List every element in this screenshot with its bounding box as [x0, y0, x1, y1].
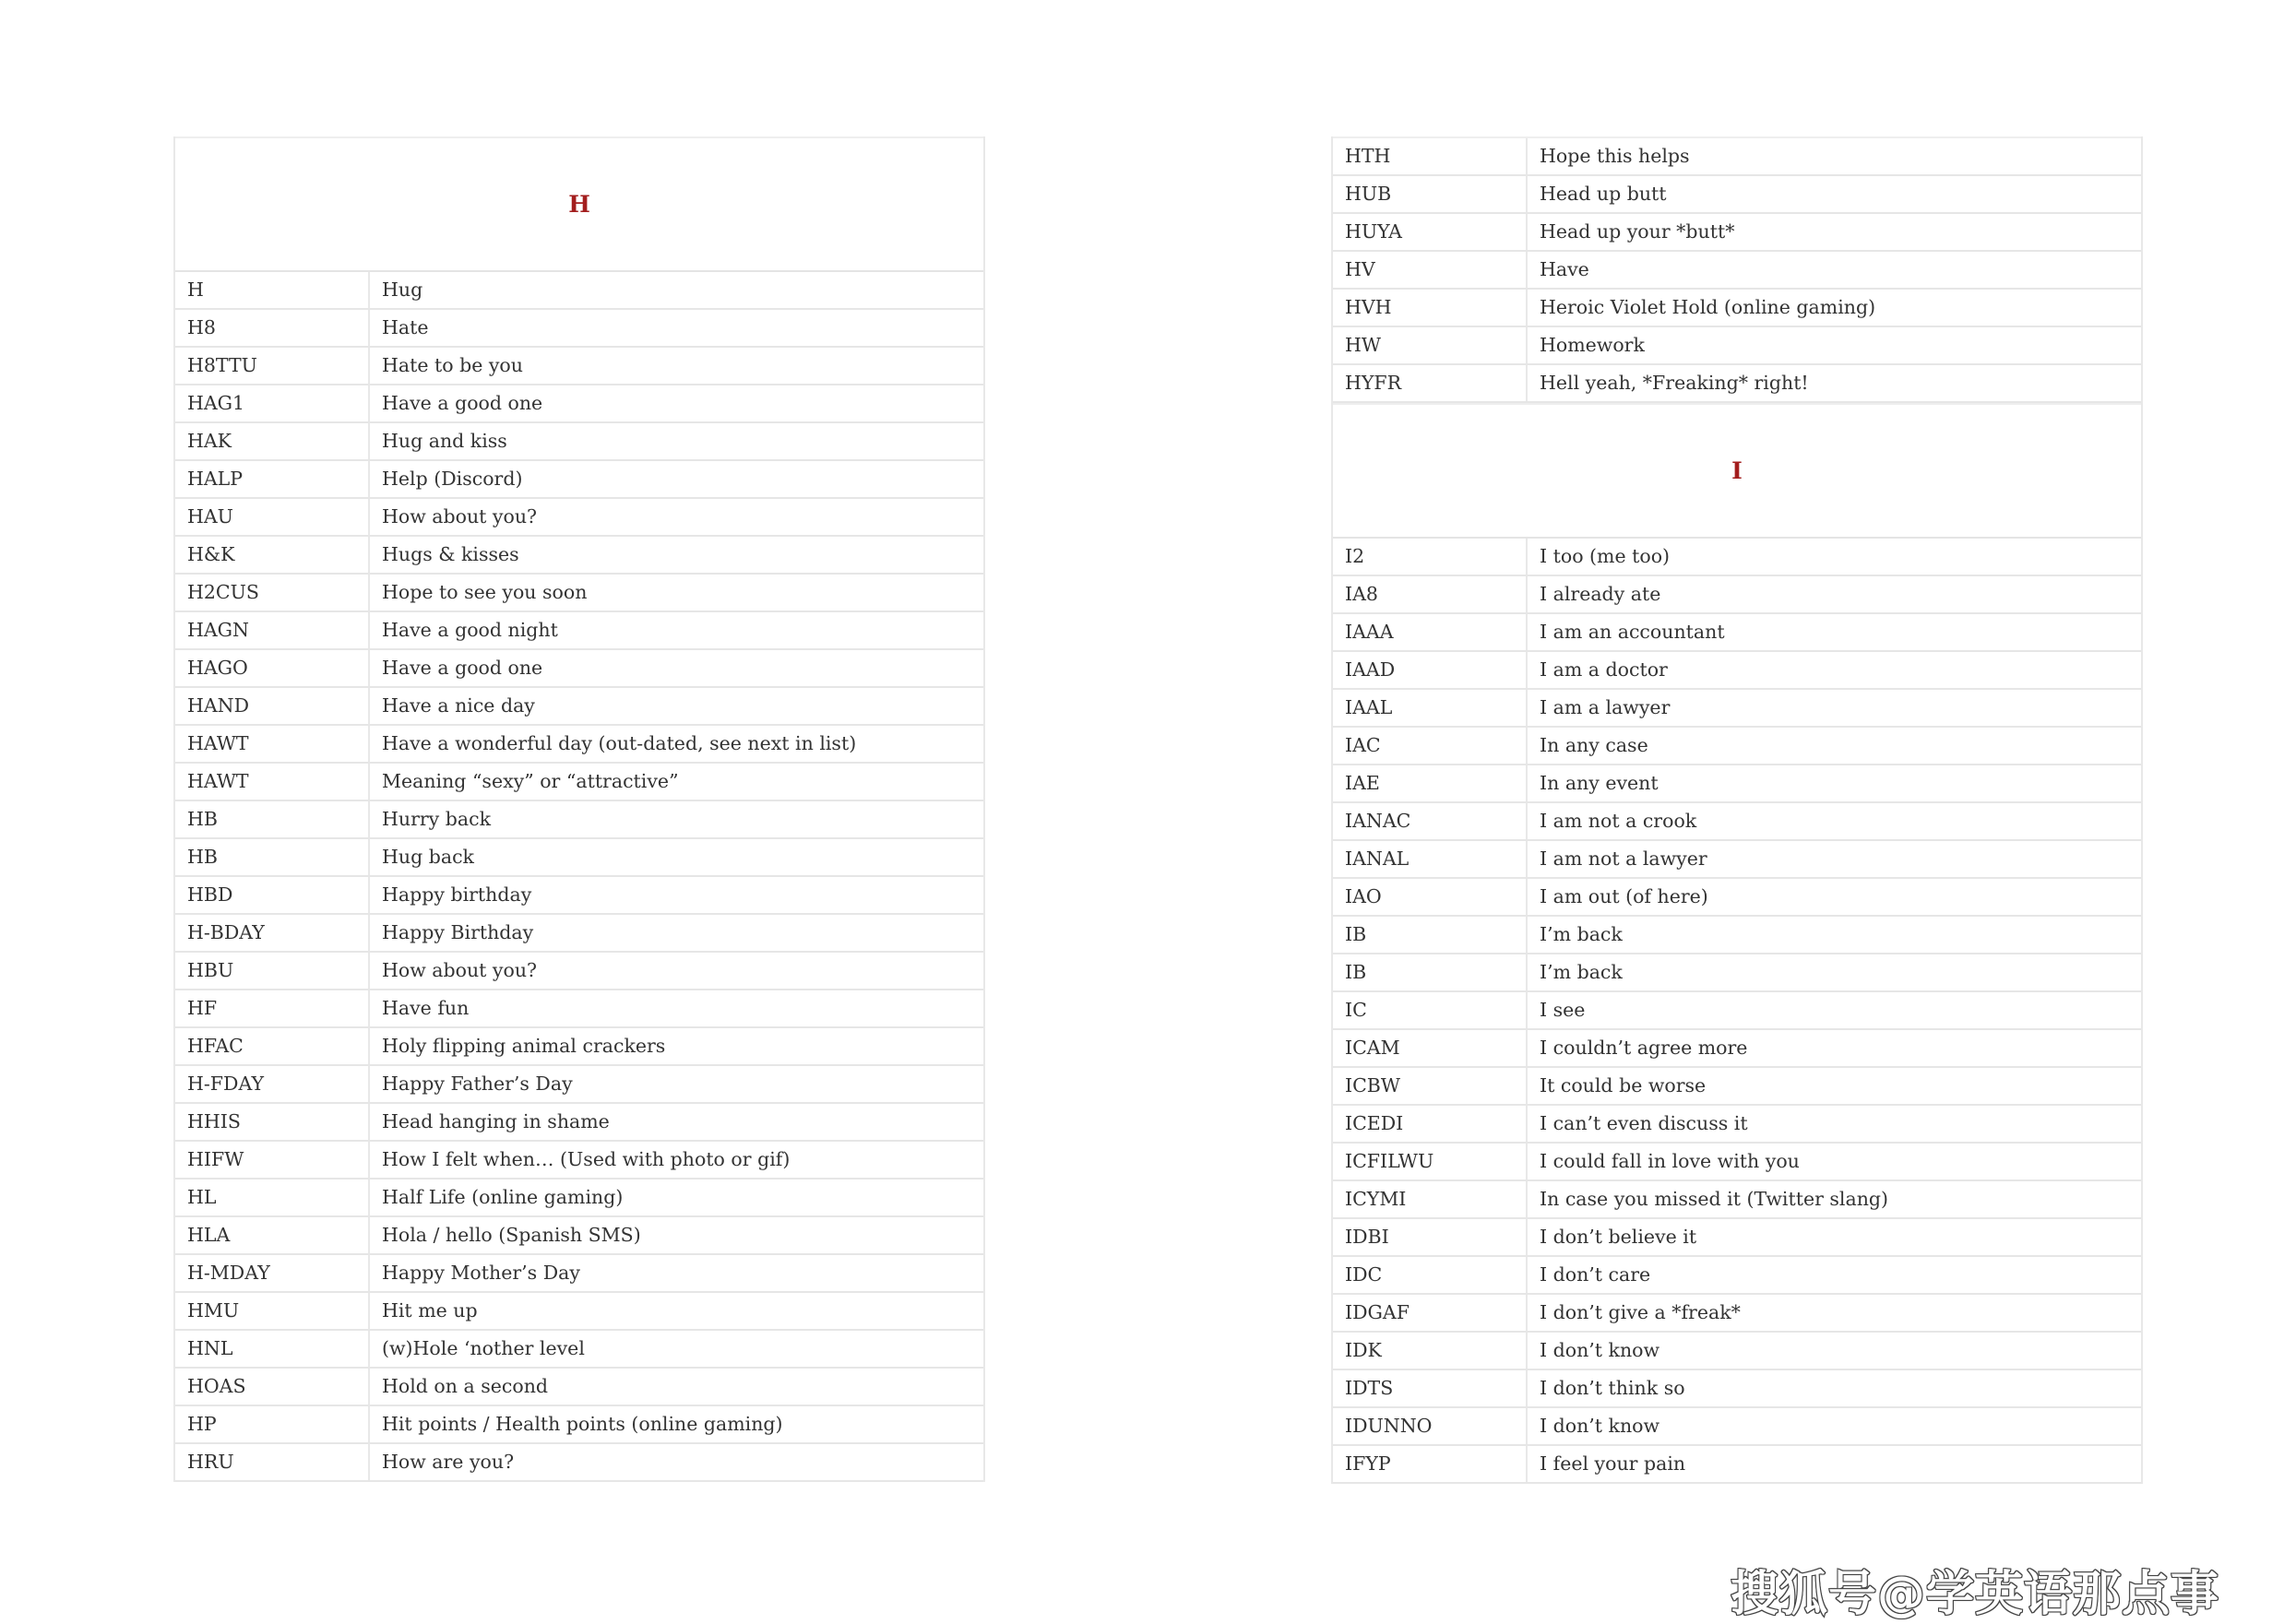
table-row: [175, 612, 983, 650]
meaning-cell: Have fun: [382, 997, 470, 1020]
table-row: [175, 1255, 983, 1293]
meaning-cell: I’m back: [1540, 961, 1623, 984]
abbreviation-cell: HALP: [175, 461, 370, 497]
table-row: [1333, 1257, 2141, 1295]
meaning-cell: I couldn’t agree more: [1540, 1037, 1748, 1060]
meaning-cell: I already ate: [1540, 583, 1661, 606]
table-row: [175, 423, 983, 461]
meaning-cell: Hit points / Health points (online gaming): [382, 1413, 783, 1436]
abbreviation-cell: IAO: [1333, 879, 1528, 915]
table-row: [175, 1444, 983, 1482]
table-row: [175, 575, 983, 612]
meaning-cell: (w)Hole ‘nother level: [382, 1337, 585, 1360]
abbreviation-cell: HRU: [175, 1444, 370, 1480]
right-glossary-table: [1331, 136, 2143, 1484]
table-row: [175, 953, 983, 990]
section-letter: H: [568, 191, 590, 218]
table-row: [1333, 1295, 2141, 1333]
abbreviation-cell: H2CUS: [175, 575, 370, 610]
table-row: [1333, 214, 2141, 252]
meaning-cell: Hug back: [382, 846, 474, 869]
table-row: [175, 272, 983, 310]
table-row: [175, 385, 983, 423]
right-rows-bottom: [1333, 539, 2141, 1484]
meaning-cell: How are you?: [382, 1451, 515, 1474]
meaning-cell: I don’t know: [1540, 1339, 1660, 1362]
meaning-cell: Happy Mother’s Day: [382, 1262, 580, 1285]
abbreviation-cell: IDGAF: [1333, 1295, 1528, 1331]
meaning-cell: I don’t believe it: [1540, 1226, 1697, 1249]
meaning-cell: Hola / hello (Spanish SMS): [382, 1224, 641, 1247]
table-row: [1333, 728, 2141, 765]
abbreviation-cell: IANAC: [1333, 803, 1528, 839]
table-row: [175, 688, 983, 726]
abbreviation-cell: HVH: [1333, 290, 1528, 326]
table-row: [1333, 1144, 2141, 1181]
abbreviation-cell: IDC: [1333, 1257, 1528, 1293]
meaning-cell: In case you missed it (Twitter slang): [1540, 1188, 1889, 1211]
table-row: [175, 801, 983, 839]
abbreviation-cell: HAWT: [175, 764, 370, 800]
table-row: [175, 1369, 983, 1406]
meaning-cell: Head up your *butt*: [1540, 220, 1735, 243]
table-row: [1333, 841, 2141, 879]
table-row: [175, 1179, 983, 1217]
abbreviation-cell: H8TTU: [175, 348, 370, 384]
table-row: [1333, 917, 2141, 954]
abbreviation-cell: IB: [1333, 954, 1528, 990]
abbreviation-cell: IAE: [1333, 765, 1528, 801]
meaning-cell: It could be worse: [1540, 1074, 1707, 1097]
meaning-cell: Hate: [382, 316, 429, 339]
table-row: [175, 990, 983, 1028]
right-rows-top: [1333, 136, 2141, 403]
meaning-cell: I am not a crook: [1540, 810, 1697, 833]
table-row: [1333, 176, 2141, 214]
abbreviation-cell: HAG1: [175, 385, 370, 421]
table-row: [1333, 879, 2141, 917]
abbreviation-cell: HB: [175, 801, 370, 837]
table-row: [1333, 1106, 2141, 1144]
abbreviation-cell: IAAA: [1333, 614, 1528, 650]
table-row: [1333, 576, 2141, 614]
abbreviation-cell: HAWT: [175, 726, 370, 762]
table-row: [1333, 290, 2141, 327]
meaning-cell: Help (Discord): [382, 468, 523, 491]
abbreviation-cell: IDUNNO: [1333, 1408, 1528, 1444]
abbreviation-cell: HV: [1333, 252, 1528, 288]
table-row: [1333, 252, 2141, 290]
abbreviation-cell: ICFILWU: [1333, 1144, 1528, 1179]
meaning-cell: I am not a lawyer: [1540, 848, 1707, 871]
abbreviation-cell: HF: [175, 990, 370, 1026]
table-row: [1333, 365, 2141, 403]
abbreviation-cell: HW: [1333, 327, 1528, 363]
table-row: [1333, 1370, 2141, 1408]
table-row: [1333, 992, 2141, 1030]
table-row: [175, 310, 983, 348]
meaning-cell: In any case: [1540, 734, 1648, 757]
meaning-cell: I am a doctor: [1540, 658, 1668, 682]
abbreviation-cell: IFYP: [1333, 1446, 1528, 1482]
table-row: [175, 1142, 983, 1179]
table-row: [1333, 327, 2141, 365]
meaning-cell: How I felt when… (Used with photo or gif): [382, 1148, 791, 1171]
abbreviation-cell: IDK: [1333, 1333, 1528, 1369]
meaning-cell: I don’t care: [1540, 1263, 1651, 1286]
table-row: [1333, 954, 2141, 992]
section-header-i: [1333, 403, 2141, 539]
meaning-cell: Heroic Violet Hold (online gaming): [1540, 296, 1876, 319]
table-row: [175, 1066, 983, 1104]
table-row: [175, 1104, 983, 1142]
table-row: [1333, 1446, 2141, 1484]
meaning-cell: Meaning “sexy” or “attractive”: [382, 770, 679, 793]
table-row: [1333, 1068, 2141, 1106]
abbreviation-cell: HTH: [1333, 138, 1528, 174]
meaning-cell: Happy birthday: [382, 883, 532, 907]
meaning-cell: Half Life (online gaming): [382, 1186, 624, 1209]
abbreviation-cell: HP: [175, 1406, 370, 1442]
abbreviation-cell: HL: [175, 1179, 370, 1215]
abbreviation-cell: HHIS: [175, 1104, 370, 1140]
table-row: [1333, 652, 2141, 690]
meaning-cell: I too (me too): [1540, 545, 1671, 568]
table-row: [175, 348, 983, 385]
left-rows: [175, 272, 983, 1482]
meaning-cell: Have a nice day: [382, 694, 535, 717]
meaning-cell: I don’t give a *freak*: [1540, 1301, 1741, 1324]
abbreviation-cell: H-BDAY: [175, 915, 370, 951]
abbreviation-cell: IB: [1333, 917, 1528, 953]
meaning-cell: I am an accountant: [1540, 621, 1725, 644]
abbreviation-cell: HOAS: [175, 1369, 370, 1405]
abbreviation-cell: HBD: [175, 877, 370, 913]
abbreviation-cell: HAND: [175, 688, 370, 724]
section-letter: I: [1731, 457, 1743, 484]
meaning-cell: I don’t think so: [1540, 1377, 1685, 1400]
abbreviation-cell: IC: [1333, 992, 1528, 1028]
meaning-cell: Hope to see you soon: [382, 581, 588, 604]
table-row: [175, 499, 983, 537]
abbreviation-cell: IA8: [1333, 576, 1528, 612]
table-row: [1333, 539, 2141, 576]
meaning-cell: I am a lawyer: [1540, 696, 1671, 719]
meaning-cell: Have a good one: [382, 657, 543, 680]
meaning-cell: Hit me up: [382, 1299, 478, 1322]
abbreviation-cell: HYFR: [1333, 365, 1528, 401]
table-row: [1333, 1219, 2141, 1257]
abbreviation-cell: H8: [175, 310, 370, 346]
table-row: [175, 1293, 983, 1331]
table-row: [175, 915, 983, 953]
abbreviation-cell: IAC: [1333, 728, 1528, 764]
abbreviation-cell: HBU: [175, 953, 370, 989]
abbreviation-cell: HUYA: [1333, 214, 1528, 250]
table-row: [175, 1217, 983, 1255]
section-header-h: [175, 136, 983, 272]
meaning-cell: Have a good night: [382, 619, 558, 642]
abbreviation-cell: IAAL: [1333, 690, 1528, 726]
table-row: [175, 537, 983, 575]
abbreviation-cell: H-MDAY: [175, 1255, 370, 1291]
table-row: [1333, 1333, 2141, 1370]
abbreviation-cell: HAGN: [175, 612, 370, 648]
meaning-cell: I see: [1540, 999, 1586, 1022]
meaning-cell: Holy flipping animal crackers: [382, 1035, 666, 1058]
meaning-cell: Hurry back: [382, 808, 492, 831]
abbreviation-cell: ICBW: [1333, 1068, 1528, 1104]
table-row: [175, 726, 983, 764]
meaning-cell: Happy Birthday: [382, 921, 534, 944]
abbreviation-cell: HIFW: [175, 1142, 370, 1178]
table-row: [175, 1028, 983, 1066]
table-row: [1333, 1408, 2141, 1446]
abbreviation-cell: HFAC: [175, 1028, 370, 1064]
meaning-cell: Head up butt: [1540, 183, 1667, 206]
table-row: [175, 877, 983, 915]
abbreviation-cell: HMU: [175, 1293, 370, 1329]
abbreviation-cell: ICEDI: [1333, 1106, 1528, 1142]
meaning-cell: In any event: [1540, 772, 1659, 795]
meaning-cell: I feel your pain: [1540, 1452, 1686, 1476]
abbreviation-cell: IDBI: [1333, 1219, 1528, 1255]
meaning-cell: I’m back: [1540, 923, 1623, 946]
abbreviation-cell: IANAL: [1333, 841, 1528, 877]
table-row: [175, 461, 983, 499]
abbreviation-cell: IAAD: [1333, 652, 1528, 688]
table-row: [175, 1331, 983, 1369]
table-row: [175, 650, 983, 688]
left-glossary-table: [173, 136, 985, 1482]
abbreviation-cell: ICAM: [1333, 1030, 1528, 1066]
meaning-cell: Hug: [382, 279, 423, 302]
abbreviation-cell: HUB: [1333, 176, 1528, 212]
abbreviation-cell: HAU: [175, 499, 370, 535]
watermark-text: 搜狐号@学英语那点事: [1730, 1567, 2219, 1622]
table-row: [1333, 136, 2141, 176]
table-row: [1333, 690, 2141, 728]
table-row: [175, 1406, 983, 1444]
table-row: [175, 839, 983, 877]
meaning-cell: I don’t know: [1540, 1415, 1660, 1438]
abbreviation-cell: H&K: [175, 537, 370, 573]
meaning-cell: Hate to be you: [382, 354, 523, 377]
meaning-cell: How about you?: [382, 505, 538, 528]
meaning-cell: I could fall in love with you: [1540, 1150, 1800, 1173]
abbreviation-cell: H-FDAY: [175, 1066, 370, 1102]
abbreviation-cell: IDTS: [1333, 1370, 1528, 1406]
table-row: [175, 764, 983, 801]
meaning-cell: Hold on a second: [382, 1375, 549, 1398]
abbreviation-cell: I2: [1333, 539, 1528, 575]
abbreviation-cell: HAK: [175, 423, 370, 459]
abbreviation-cell: ICYMI: [1333, 1181, 1528, 1217]
meaning-cell: I am out (of here): [1540, 885, 1708, 908]
table-row: [1333, 1181, 2141, 1219]
meaning-cell: Hell yeah, *Freaking* right!: [1540, 372, 1809, 395]
table-row: [1333, 1030, 2141, 1068]
abbreviation-cell: HAGO: [175, 650, 370, 686]
meaning-cell: Have a good one: [382, 392, 543, 415]
meaning-cell: Have a wonderful day (out-dated, see next in list): [382, 732, 857, 755]
meaning-cell: How about you?: [382, 959, 538, 982]
meaning-cell: Head hanging in shame: [382, 1110, 610, 1133]
meaning-cell: Hope this helps: [1540, 145, 1690, 168]
abbreviation-cell: H: [175, 272, 370, 308]
meaning-cell: Have: [1540, 258, 1589, 281]
meaning-cell: Homework: [1540, 334, 1645, 357]
meaning-cell: Happy Father’s Day: [382, 1073, 573, 1096]
table-row: [1333, 803, 2141, 841]
table-row: [1333, 765, 2141, 803]
meaning-cell: I can’t even discuss it: [1540, 1112, 1748, 1135]
table-row: [1333, 614, 2141, 652]
abbreviation-cell: HLA: [175, 1217, 370, 1253]
abbreviation-cell: HB: [175, 839, 370, 875]
meaning-cell: Hug and kiss: [382, 430, 507, 453]
meaning-cell: Hugs & kisses: [382, 543, 519, 566]
abbreviation-cell: HNL: [175, 1331, 370, 1367]
